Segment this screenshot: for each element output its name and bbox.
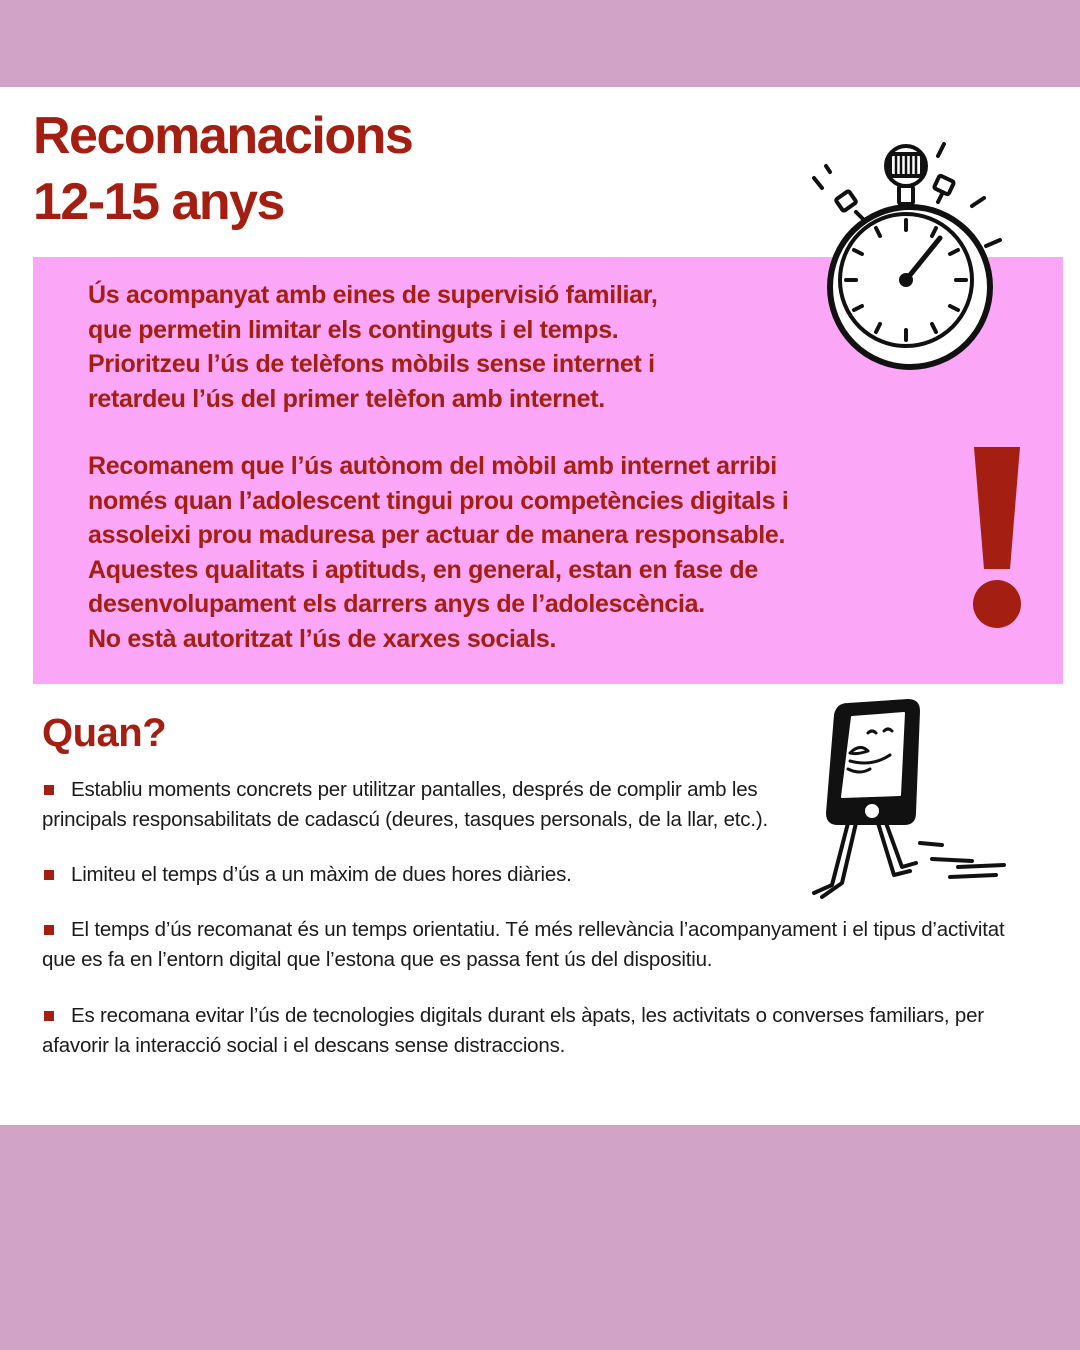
list-item-text: Es recomana evitar l’ús de tecnologies digitals durant els àpats, les activitats o converses familiars, per afavorir la interacció social i el descans sense distraccions. [42, 1004, 984, 1057]
content-card [0, 87, 1080, 1125]
bullet-square-icon [44, 1011, 54, 1021]
page-title-line1: Recomanacions [33, 107, 413, 165]
bullet-square-icon [44, 925, 54, 935]
bullet-square-icon [44, 785, 54, 795]
list-item-text: Limiteu el temps d’ús a un màxim de dues hores diàries. [71, 863, 572, 886]
list-item [42, 775, 802, 835]
page-title [33, 103, 412, 235]
list-item-text: El temps d’ús recomanat és un temps orientatiu. Té més rellevància l’acompanyament i el tipus d’activitat que es fa en l’entorn digital que l’estona que es passa fent ús del dispositiu. [42, 918, 1005, 971]
exclamation-icon [970, 447, 1024, 632]
highlight-paragraph-1: Ús acompanyat amb eines de supervisió familiar, que permetin limitar els continguts i el temps. Prioritzeu l’ús de telèfons mòbils sense internet i retardeu l’ús del primer telèfon amb internet. [88, 281, 658, 413]
list-item [42, 860, 1012, 890]
bullet-square-icon [44, 870, 54, 880]
section-title: Quan? [42, 711, 167, 755]
recommendations-list [42, 775, 1012, 1061]
list-item [42, 1001, 1012, 1061]
highlight-paragraph-2: Recomanem que l’ús autònom del mòbil amb internet arribi només quan l’adolescent tingui prou competències digitals i assoleixi prou maduresa per actuar de manera responsable. Aquestes qualitats i aptituds, en general, estan en fase de desenvolupament els darrers anys de l’adolescència. No està autoritzat l’ús de xarxes socials. [88, 452, 789, 653]
page-title-line2: 12-15 anys [33, 173, 284, 231]
list-item [42, 915, 1012, 975]
list-item-text: Establiu moments concrets per utilitzar pantalles, després de complir amb les principals responsabilitats de cadascú (deures, tasques personals, de la llar, etc.). [42, 778, 768, 831]
stopwatch-icon [800, 142, 1015, 372]
